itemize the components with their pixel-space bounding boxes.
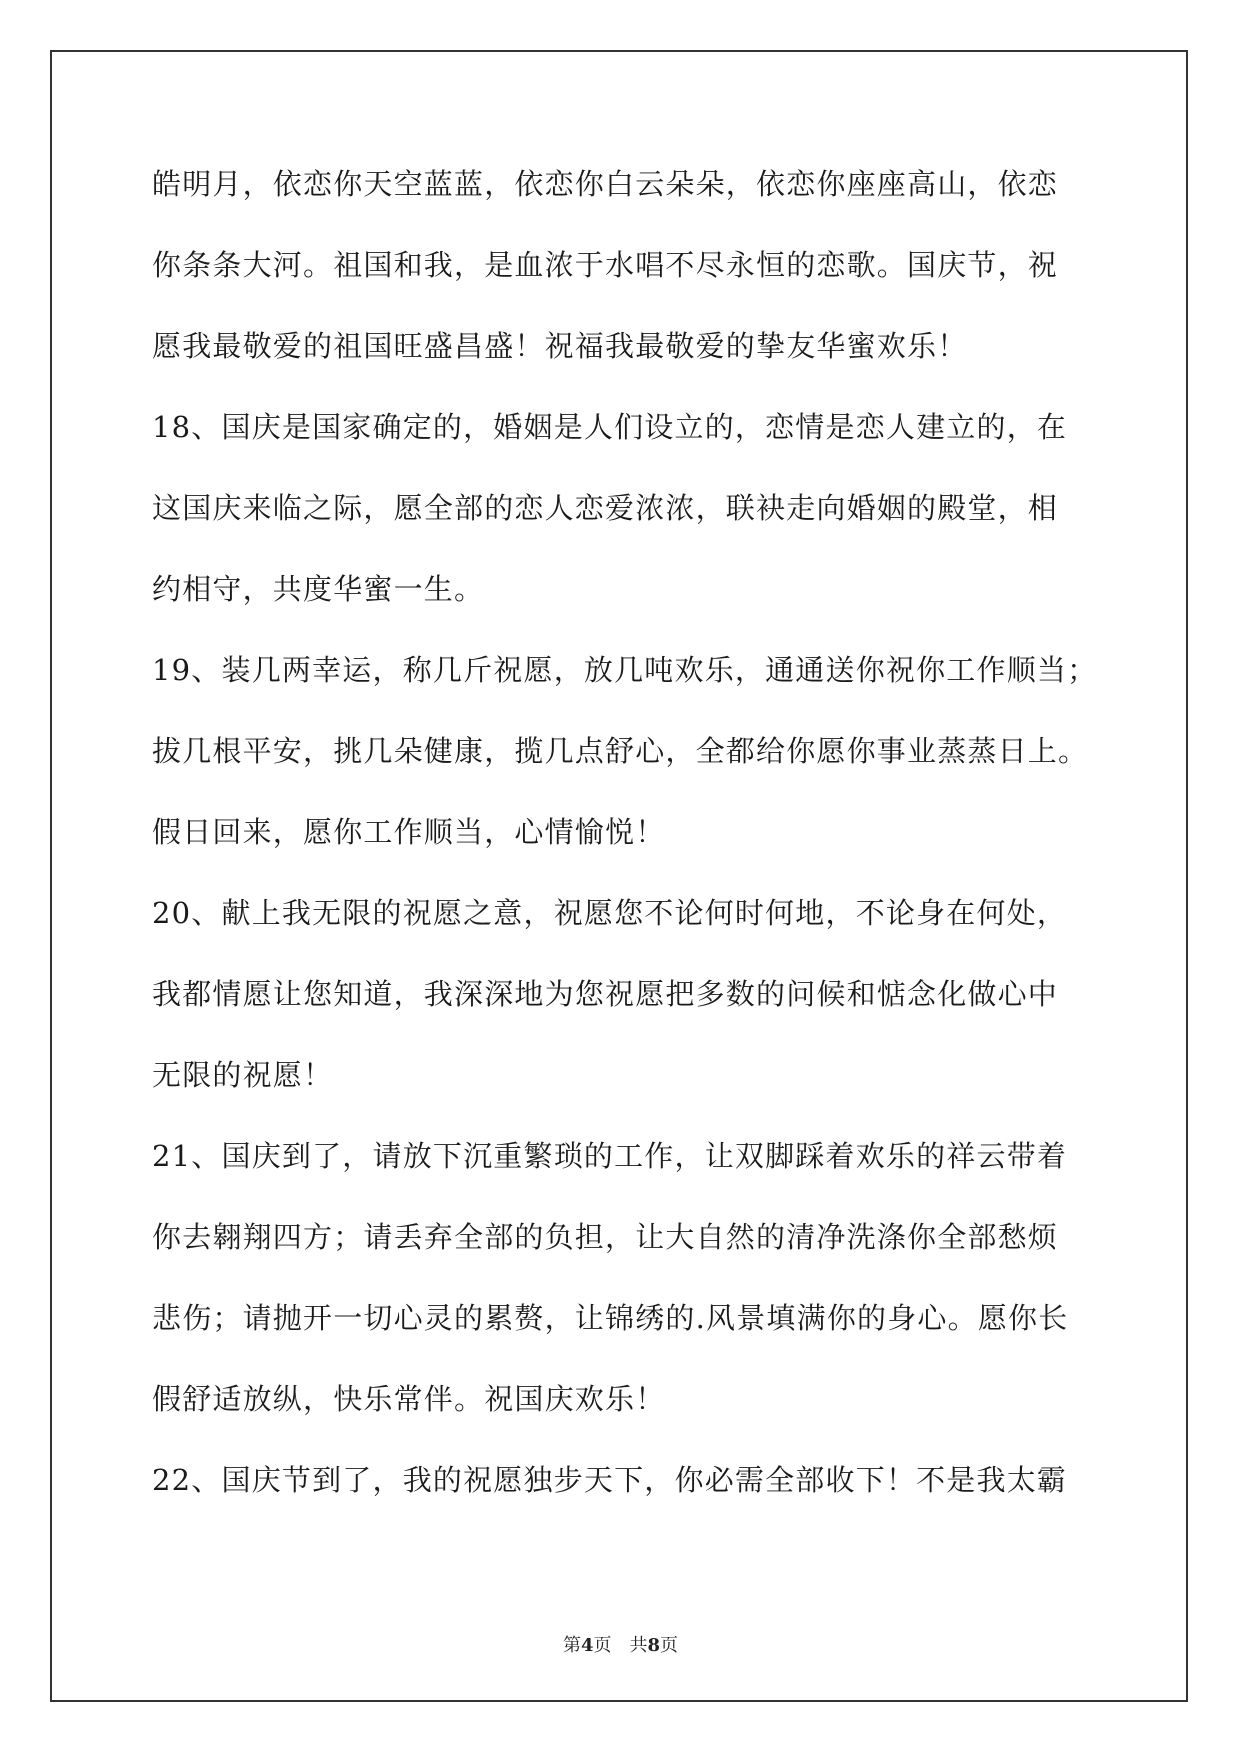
text-line: 悲伤；请抛开一切心灵的累赘，让锦绣的.风景填满你的身心。愿你长 [152, 1301, 1069, 1335]
text-line: 愿我最敬爱的祖国旺盛昌盛！祝福我最敬爱的挚友华蜜欢乐！ [152, 329, 968, 363]
document-body [152, 162, 1098, 1539]
footer-prefix: 第 [562, 1635, 581, 1656]
current-page-number: 4 [580, 1635, 594, 1656]
text-line: 你去翱翔四方；请丢弃全部的负担，让大自然的清净洗涤你全部愁烦 [152, 1220, 1059, 1254]
text-line: 20、献上我无限的祝愿之意，祝愿您不论何时何地，不论身在何处， [152, 896, 1068, 930]
total-page-number: 8 [647, 1635, 661, 1656]
text-line: 我都情愿让您知道，我深深地为您祝愿把多数的问候和惦念化做心中 [152, 977, 1059, 1011]
page-footer [0, 1631, 1241, 1657]
text-line: 无限的祝愿！ [152, 1058, 334, 1092]
text-line: 这国庆来临之际，愿全部的恋人恋爱浓浓，联袂走向婚姻的殿堂，相 [152, 491, 1059, 525]
text-line: 22、国庆节到了，我的祝愿独步天下，你必需全部收下！不是我太霸 [152, 1463, 1068, 1497]
text-line: 假日回来，愿你工作顺当，心情愉悦！ [152, 815, 666, 849]
text-line: 21、国庆到了，请放下沉重繁琐的工作，让双脚踩着欢乐的祥云带着 [152, 1139, 1068, 1173]
text-line: 拔几根平安，挑几朵健康，揽几点舒心，全都给你愿你事业蒸蒸日上。 [152, 734, 1089, 768]
text-line: 你条条大河。祖国和我，是血浓于水唱不尽永恒的恋歌。国庆节，祝 [152, 248, 1059, 282]
footer-middle: 页 共 [593, 1635, 648, 1656]
text-line: 18、国庆是国家确定的，婚姻是人们设立的，恋情是恋人建立的，在 [152, 410, 1068, 444]
text-line: 19、装几两幸运，称几斤祝愿，放几吨欢乐，通通送你祝你工作顺当； [152, 653, 1098, 687]
text-line: 约相守，共度华蜜一生。 [152, 572, 485, 606]
text-line: 假舒适放纵，快乐常伴。祝国庆欢乐！ [152, 1382, 666, 1416]
footer-suffix: 页 [660, 1635, 679, 1656]
text-line: 皓明月，依恋你天空蓝蓝，依恋你白云朵朵，依恋你座座高山，依恋 [152, 167, 1059, 201]
